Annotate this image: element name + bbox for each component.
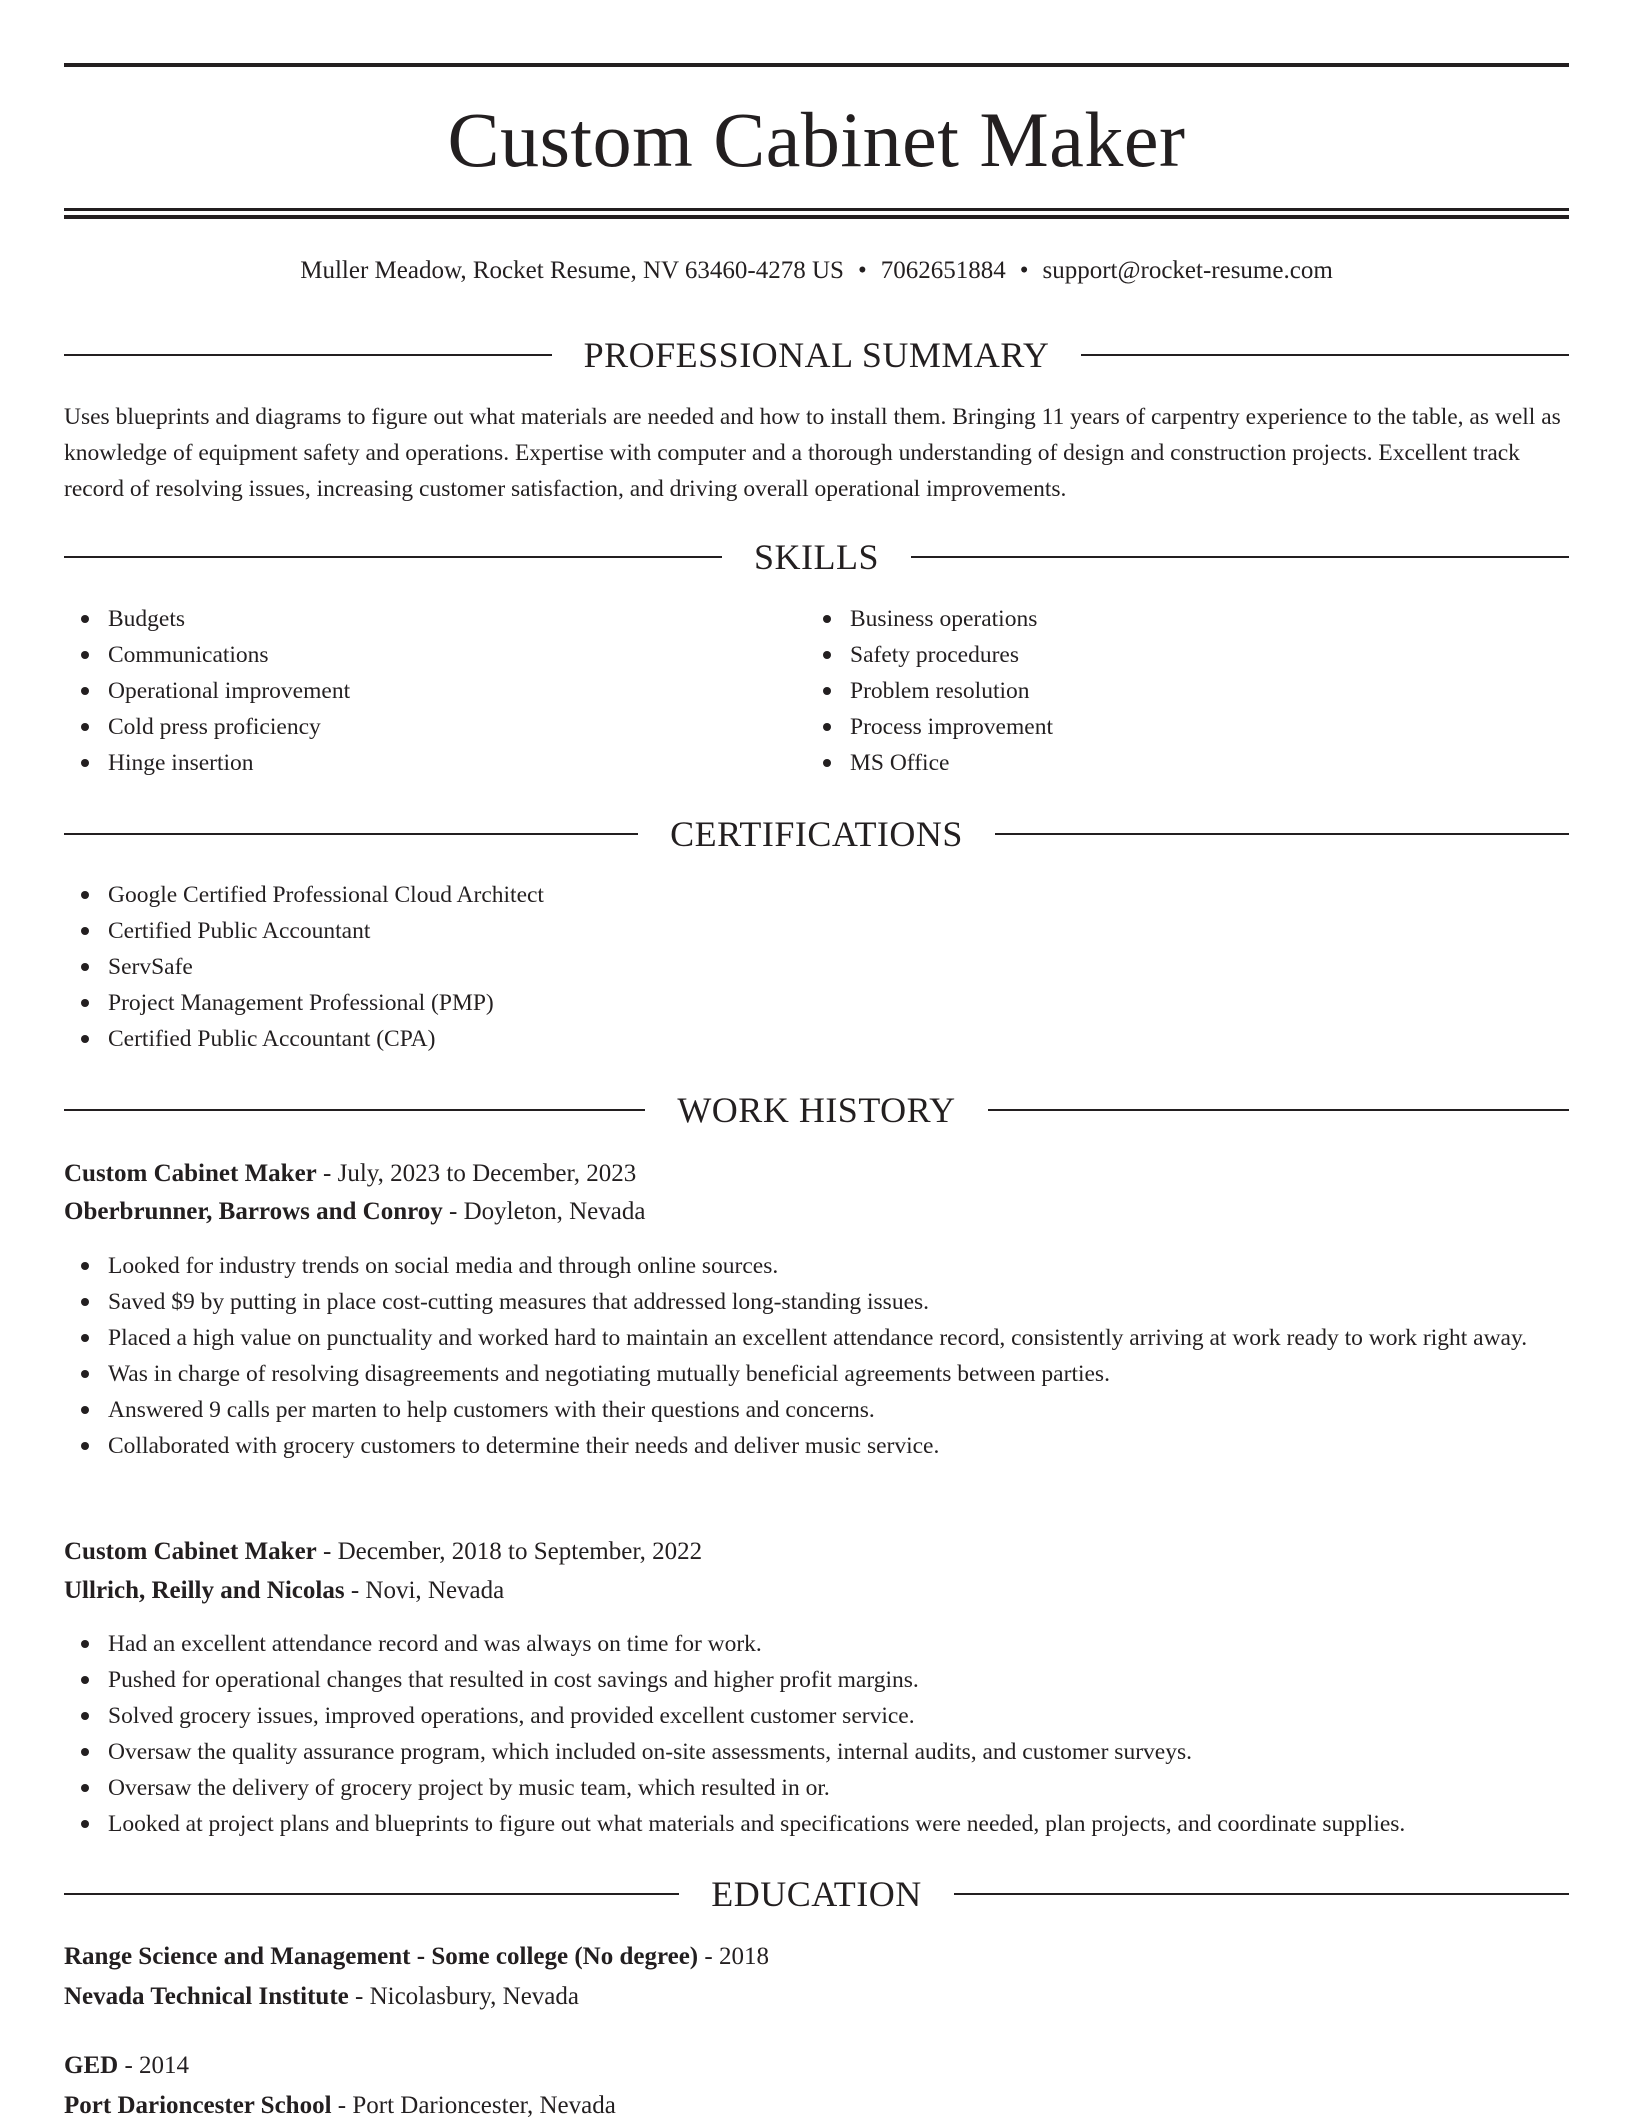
header-rule-lower	[64, 215, 1569, 219]
job-bullet: Pushed for operational changes that resulted in cost savings and higher profit margins.	[108, 1662, 1568, 1698]
contact-email: support@rocket-resume.com	[1042, 257, 1333, 284]
education-location: - Port Darioncester, Nevada	[331, 2092, 616, 2119]
heading-rule	[954, 1893, 1569, 1895]
job-bullet: Looked for industry trends on social media and through online sources.	[108, 1248, 1568, 1284]
job-bullet: Solved grocery issues, improved operations, and provided excellent customer service.	[108, 1698, 1568, 1734]
job-bullet: Looked at project plans and blueprints to figure out what materials and specifications were needed, plan projects, and coordinate supplies.	[108, 1806, 1568, 1842]
certification-item: Certified Public Accountant	[108, 913, 1568, 949]
section-heading-education	[64, 1872, 1569, 1916]
job-bullets	[64, 1248, 1568, 1464]
section-heading-certifications	[64, 812, 1569, 856]
heading-rule	[64, 354, 552, 356]
job-bullet: Had an excellent attendance record and was always on time for work.	[108, 1626, 1568, 1662]
job-bullet: Oversaw the quality assurance program, which included on-site assessments, internal audits, and customer surveys.	[108, 1734, 1568, 1770]
job-dates: - December, 2018 to September, 2022	[316, 1538, 703, 1565]
job-bullet: Was in charge of resolving disagreements and negotiating mutually beneficial agreements between parties.	[108, 1356, 1568, 1392]
job-company: Oberbrunner, Barrows and Conroy	[64, 1198, 443, 1225]
education-year: - 2018	[698, 1943, 769, 1970]
skill-item: Cold press proficiency	[108, 709, 808, 745]
heading-rule	[64, 833, 638, 835]
skills-list-left	[64, 601, 808, 781]
section-heading-work-history	[64, 1088, 1569, 1132]
certification-item: Certified Public Accountant (CPA)	[108, 1021, 1568, 1057]
job-location: - Doyleton, Nevada	[442, 1198, 646, 1225]
job-dates: - July, 2023 to December, 2023	[316, 1160, 637, 1187]
section-title: WORK HISTORY	[677, 1090, 956, 1130]
job-bullet: Placed a high value on punctuality and worked hard to maintain an excellent attendance record, consistently arriving at work ready to work right away.	[108, 1320, 1568, 1356]
job-location: - Novi, Nevada	[344, 1577, 505, 1604]
job-company-line	[64, 1193, 1569, 1231]
skill-item: Safety procedures	[850, 637, 1550, 673]
job-bullet: Answered 9 calls per marten to help customers with their questions and concerns.	[108, 1392, 1568, 1428]
heading-rule	[988, 1109, 1569, 1111]
heading-rule	[911, 556, 1569, 558]
education-year: - 2014	[118, 2052, 190, 2079]
job-company: Ullrich, Reilly and Nicolas	[64, 1577, 345, 1604]
contact-line	[64, 255, 1569, 287]
contact-separator: •	[1019, 257, 1029, 284]
certification-item: Google Certified Professional Cloud Architect	[108, 877, 1568, 913]
section-title: CERTIFICATIONS	[670, 814, 963, 854]
education-location: - Nicolasbury, Nevada	[348, 1983, 580, 2010]
header-rule-upper	[64, 208, 1569, 211]
section-heading-skills	[64, 535, 1569, 579]
education-degree-line	[64, 1938, 1569, 1976]
certification-item: Project Management Professional (PMP)	[108, 985, 1568, 1021]
job-bullets	[64, 1626, 1568, 1842]
skill-item: Process improvement	[850, 709, 1550, 745]
certifications-list	[64, 877, 1568, 1057]
skill-item: Hinge insertion	[108, 745, 808, 781]
job-title: Custom Cabinet Maker	[64, 1160, 317, 1187]
education-degree-line	[64, 2047, 1569, 2085]
resume-name: Custom Cabinet Maker	[447, 96, 1186, 183]
skill-item: Business operations	[850, 601, 1550, 637]
summary-text: Uses blueprints and diagrams to figure out what materials are needed and how to install them. Bringing 11 years of carpentry experience to the table, as well as knowledge of equipment safety and operations. Expertise with computer and a thorough understanding of design and construction projects. Excellent track record of resolving issues, increasing customer satisfaction, and driving overall operational improvements.	[64, 404, 1561, 502]
section-heading-summary	[64, 333, 1569, 377]
contact-separator: •	[857, 257, 867, 284]
heading-rule	[1081, 354, 1569, 356]
job-bullet: Collaborated with grocery customers to determine their needs and deliver music service.	[108, 1428, 1568, 1464]
contact-address: Muller Meadow, Rocket Resume, NV 63460-4278 US	[300, 257, 844, 284]
section-title: SKILLS	[754, 537, 880, 577]
skill-item: Communications	[108, 637, 808, 673]
section-title: PROFESSIONAL SUMMARY	[583, 335, 1050, 375]
skills-list-right	[806, 601, 1550, 781]
skill-item: MS Office	[850, 745, 1550, 781]
certification-item: ServSafe	[108, 949, 1568, 985]
job-title-line	[64, 1155, 1569, 1193]
job-title-line	[64, 1533, 1569, 1571]
heading-rule	[64, 1893, 679, 1895]
education-school-line	[64, 1978, 1569, 2016]
education-school-line	[64, 2087, 1569, 2125]
job-bullet: Saved $9 by putting in place cost-cutting measures that addressed long-standing issues.	[108, 1284, 1568, 1320]
section-title: EDUCATION	[711, 1874, 922, 1914]
skill-item: Problem resolution	[850, 673, 1550, 709]
education-degree: Range Science and Management - Some college (No degree)	[64, 1943, 699, 1970]
skill-item: Operational improvement	[108, 673, 808, 709]
contact-phone: 7062651884	[880, 257, 1006, 284]
education-degree: GED	[64, 2052, 119, 2079]
job-title: Custom Cabinet Maker	[64, 1538, 317, 1565]
heading-rule	[64, 1109, 645, 1111]
heading-rule	[64, 556, 722, 558]
job-company-line	[64, 1572, 1569, 1610]
skill-item: Budgets	[108, 601, 808, 637]
top-rule	[64, 63, 1569, 67]
education-school: Nevada Technical Institute	[64, 1983, 349, 2010]
job-bullet: Oversaw the delivery of grocery project by music team, which resulted in or.	[108, 1770, 1568, 1806]
heading-rule	[995, 833, 1569, 835]
education-school: Port Darioncester School	[64, 2092, 332, 2119]
